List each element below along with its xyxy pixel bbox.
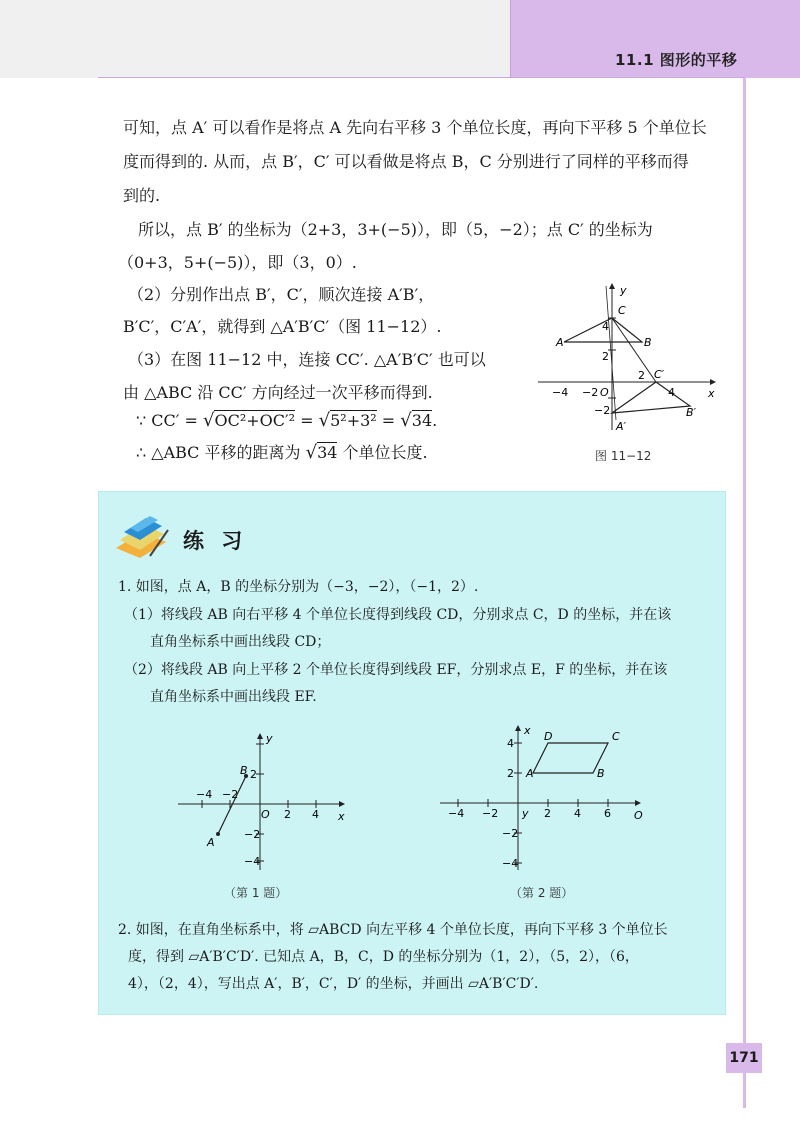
formula-equals: =	[295, 411, 319, 430]
paragraph-line: （2）分别作出点 B′，C′，顺次连接 A′B′，	[128, 285, 435, 304]
header-rule	[98, 77, 744, 78]
question-1b-line: （2）将线段 AB 向上平移 2 个单位长度得到线段 EF，分别求点 E，F 的坐标，并在该	[124, 662, 668, 678]
tick-label: −4	[448, 807, 465, 820]
tick-label: 4	[668, 386, 675, 399]
axis-x-label: O	[634, 809, 643, 822]
point-label-a: A	[207, 836, 215, 849]
radicand: 34	[411, 411, 433, 430]
segment-cc-prime	[612, 318, 656, 382]
tick-label: 2	[507, 767, 514, 780]
paragraph-line: 由 △ABC 沿 CC′ 方向经过一次平移而得到.	[123, 383, 433, 402]
radical-sign: √	[400, 410, 412, 431]
point-label-a-prime: A′	[616, 420, 627, 433]
tick-label: −4	[196, 788, 213, 801]
paragraph-line: 度而得到的. 从而，点 B′，C′ 可以看做是将点 B，C 分别进行了同样的平移而得	[123, 152, 689, 171]
paragraph-line: B′C′，C′A′，就得到 △A′B′C′（图 11−12）.	[123, 317, 442, 336]
side-rule	[743, 78, 746, 1108]
tick-label: −2	[244, 828, 261, 841]
radicand: OC²+OC′²	[214, 411, 296, 430]
question-1b-line: 直角坐标系中画出线段 EF.	[150, 689, 317, 705]
formula-end: .	[432, 411, 438, 430]
point-label-b: B	[240, 764, 248, 777]
point-label-b-prime: B′	[686, 406, 697, 419]
figure-caption: （第 1 题）	[224, 886, 288, 900]
tick-label: 2	[602, 350, 609, 363]
tick-label: −2	[582, 386, 599, 399]
radicand: 5²+3²	[330, 411, 377, 430]
axis-y-label: y	[620, 284, 627, 297]
axis-y-label: x	[524, 724, 531, 737]
formula-equals: =	[376, 411, 401, 430]
radical-sign: √	[305, 442, 318, 463]
paragraph-line: 到的.	[123, 186, 161, 205]
tick-label: 2	[638, 369, 645, 382]
tick-label: −4	[244, 855, 261, 868]
tick-label: −2	[502, 827, 519, 840]
radicand: 34	[317, 443, 338, 462]
conclusion-line	[136, 442, 428, 464]
point-label-c: C	[618, 304, 626, 317]
tick-label: 2	[284, 808, 291, 821]
tick-label: −2	[222, 788, 239, 801]
question-2-line: 4），（2，4），写出点 A′，B′，C′，D′ 的坐标，并画出 ▱A′B′C′D′.	[128, 976, 539, 992]
tick-label: 4	[507, 737, 514, 750]
segment-ab	[218, 776, 246, 834]
tick-label: −2	[594, 404, 611, 417]
tick-label: 4	[602, 320, 609, 333]
question-1a-line: 直角坐标系中画出线段 CD；	[150, 634, 331, 650]
radical-sign: √	[202, 410, 215, 431]
point-label-b: B	[597, 767, 605, 780]
point-label-b: B	[644, 336, 652, 349]
section-title: 11.1 图形的平移	[615, 51, 738, 69]
formula-prefix: ∵ CC′ =	[136, 411, 203, 430]
book-pen-icon	[110, 512, 172, 560]
exercise-figure-1	[172, 730, 352, 878]
conclusion-prefix: ∴ △ABC 平移的距离为	[136, 443, 306, 462]
origin-label: O	[600, 386, 609, 399]
point-label-d: D	[544, 730, 553, 743]
paragraph-line: 可知，点 A′ 可以看作是将点 A 先向右平移 3 个单位长度，再向下平移 5 个单位长	[123, 118, 707, 137]
exercise-title: 练 习	[183, 529, 248, 553]
question-1a-line: （1）将线段 AB 向右平移 4 个单位长度得到线段 CD，分别求点 C，D 的坐标，并在该	[124, 607, 672, 623]
triangle-a-prime-b-prime-c-prime	[612, 382, 690, 413]
formula-line	[136, 410, 437, 432]
tick-label: 2	[250, 768, 257, 781]
origin-label: y	[522, 807, 529, 820]
point-label-a: A	[526, 767, 534, 780]
tick-label: −2	[482, 807, 499, 820]
figure-11-12	[530, 280, 730, 440]
conclusion-suffix: 个单位长度.	[337, 443, 428, 462]
point-a	[216, 832, 220, 836]
page-number: 171	[726, 1043, 762, 1073]
question-2-line: 度，得到 ▱A′B′C′D′. 已知点 A，B，C，D 的坐标分别为（1，2），（5，2），（6，	[128, 949, 639, 965]
question-1-intro: 1. 如图，点 A，B 的坐标分别为（−3，−2），（−1，2）.	[118, 579, 479, 595]
question-2-line: 2. 如图，在直角坐标系中，将 ▱ABCD 向左平移 4 个单位长度，再向下平移 3 个单位长	[118, 922, 668, 938]
tick-label: 4	[312, 808, 319, 821]
radical-sign: √	[318, 410, 331, 431]
paragraph-line: （3）在图 11−12 中，连接 CC′. △A′B′C′ 也可以	[128, 350, 486, 369]
axis-x-label: x	[708, 387, 715, 400]
point-label-c-prime: C′	[654, 368, 665, 381]
tick-label: 2	[544, 807, 551, 820]
paragraph-line: （0+3，5+(−5)），即（3，0）.	[118, 253, 357, 272]
exercise-figure-2	[436, 722, 648, 874]
point-label-c: C	[612, 730, 620, 743]
axis-y-label: y	[266, 732, 273, 745]
point-label-a: A	[556, 336, 564, 349]
tick-label: 6	[604, 807, 611, 820]
tick-label: 4	[574, 807, 581, 820]
tick-label: −4	[552, 386, 569, 399]
figure-caption: 图 11−12	[595, 449, 652, 463]
origin-label: O	[261, 808, 270, 821]
figure-caption: （第 2 题）	[510, 886, 574, 900]
tick-label: −4	[502, 857, 519, 870]
axis-x-label: x	[338, 810, 345, 823]
paragraph-line: 所以，点 B′ 的坐标为（2+3，3+(−5)），即（5，−2）；点 C′ 的坐标为	[138, 220, 653, 239]
